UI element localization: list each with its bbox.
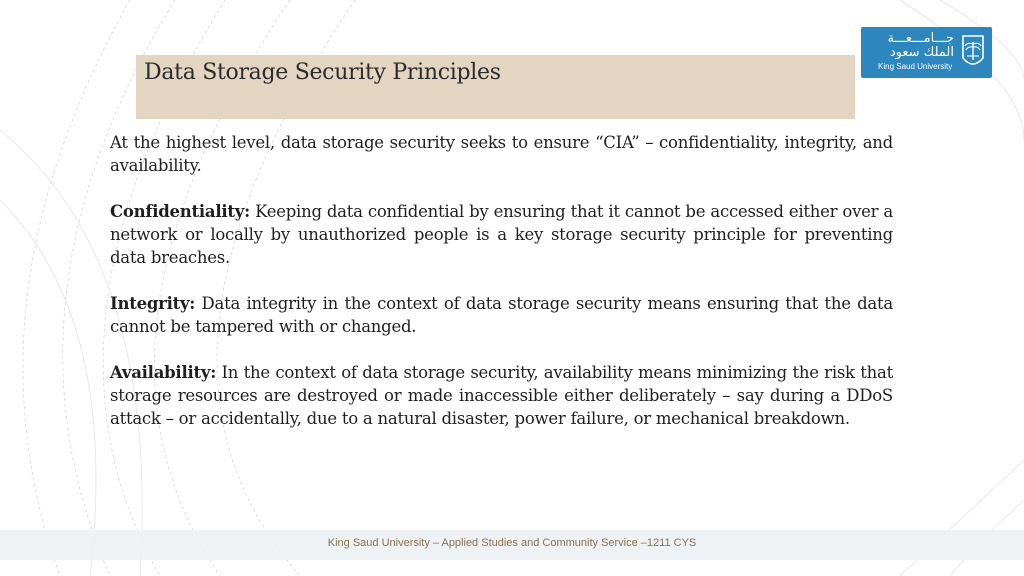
integrity-text: Data integrity in the context of data storage security means ensuring that the data cannot be tampered with or changed. <box>110 294 893 336</box>
footer-text: King Saud University – Applied Studies and Community Service –1211 CYS <box>327 537 697 549</box>
title-bar <box>136 55 855 119</box>
slide-title: Data Storage Security Principles <box>144 60 501 85</box>
availability-term: Availability: <box>110 363 217 382</box>
slide-body <box>110 131 893 453</box>
logo-arabic-line1: جـــامـــعـــة <box>887 31 954 46</box>
integrity-term: Integrity: <box>110 294 196 313</box>
availability-text: In the context of data storage security, availability means minimizing the risk that storage resources are destroyed or made inaccessible either deliberately – say during a DDoS attack – or accidentally, due to a natural disaster, power failure, or mechanical breakdown. <box>110 363 893 428</box>
confidentiality-paragraph <box>110 200 893 269</box>
university-logo <box>861 27 992 78</box>
palm-emblem-icon <box>959 32 987 72</box>
intro-paragraph: At the highest level, data storage security seeks to ensure “CIA” – confidentiality, integrity, and availability. <box>110 133 893 175</box>
logo-arabic-line2: الملك سعود <box>889 45 954 60</box>
confidentiality-term: Confidentiality: <box>110 202 250 221</box>
integrity-paragraph <box>110 292 893 338</box>
confidentiality-text: Keeping data confidential by ensuring that it cannot be accessed either over a network or locally by unauthorized people is a key storage security principle for preventing data breaches. <box>110 202 893 267</box>
availability-paragraph <box>110 361 893 430</box>
logo-english-name: King Saud University <box>878 62 953 71</box>
